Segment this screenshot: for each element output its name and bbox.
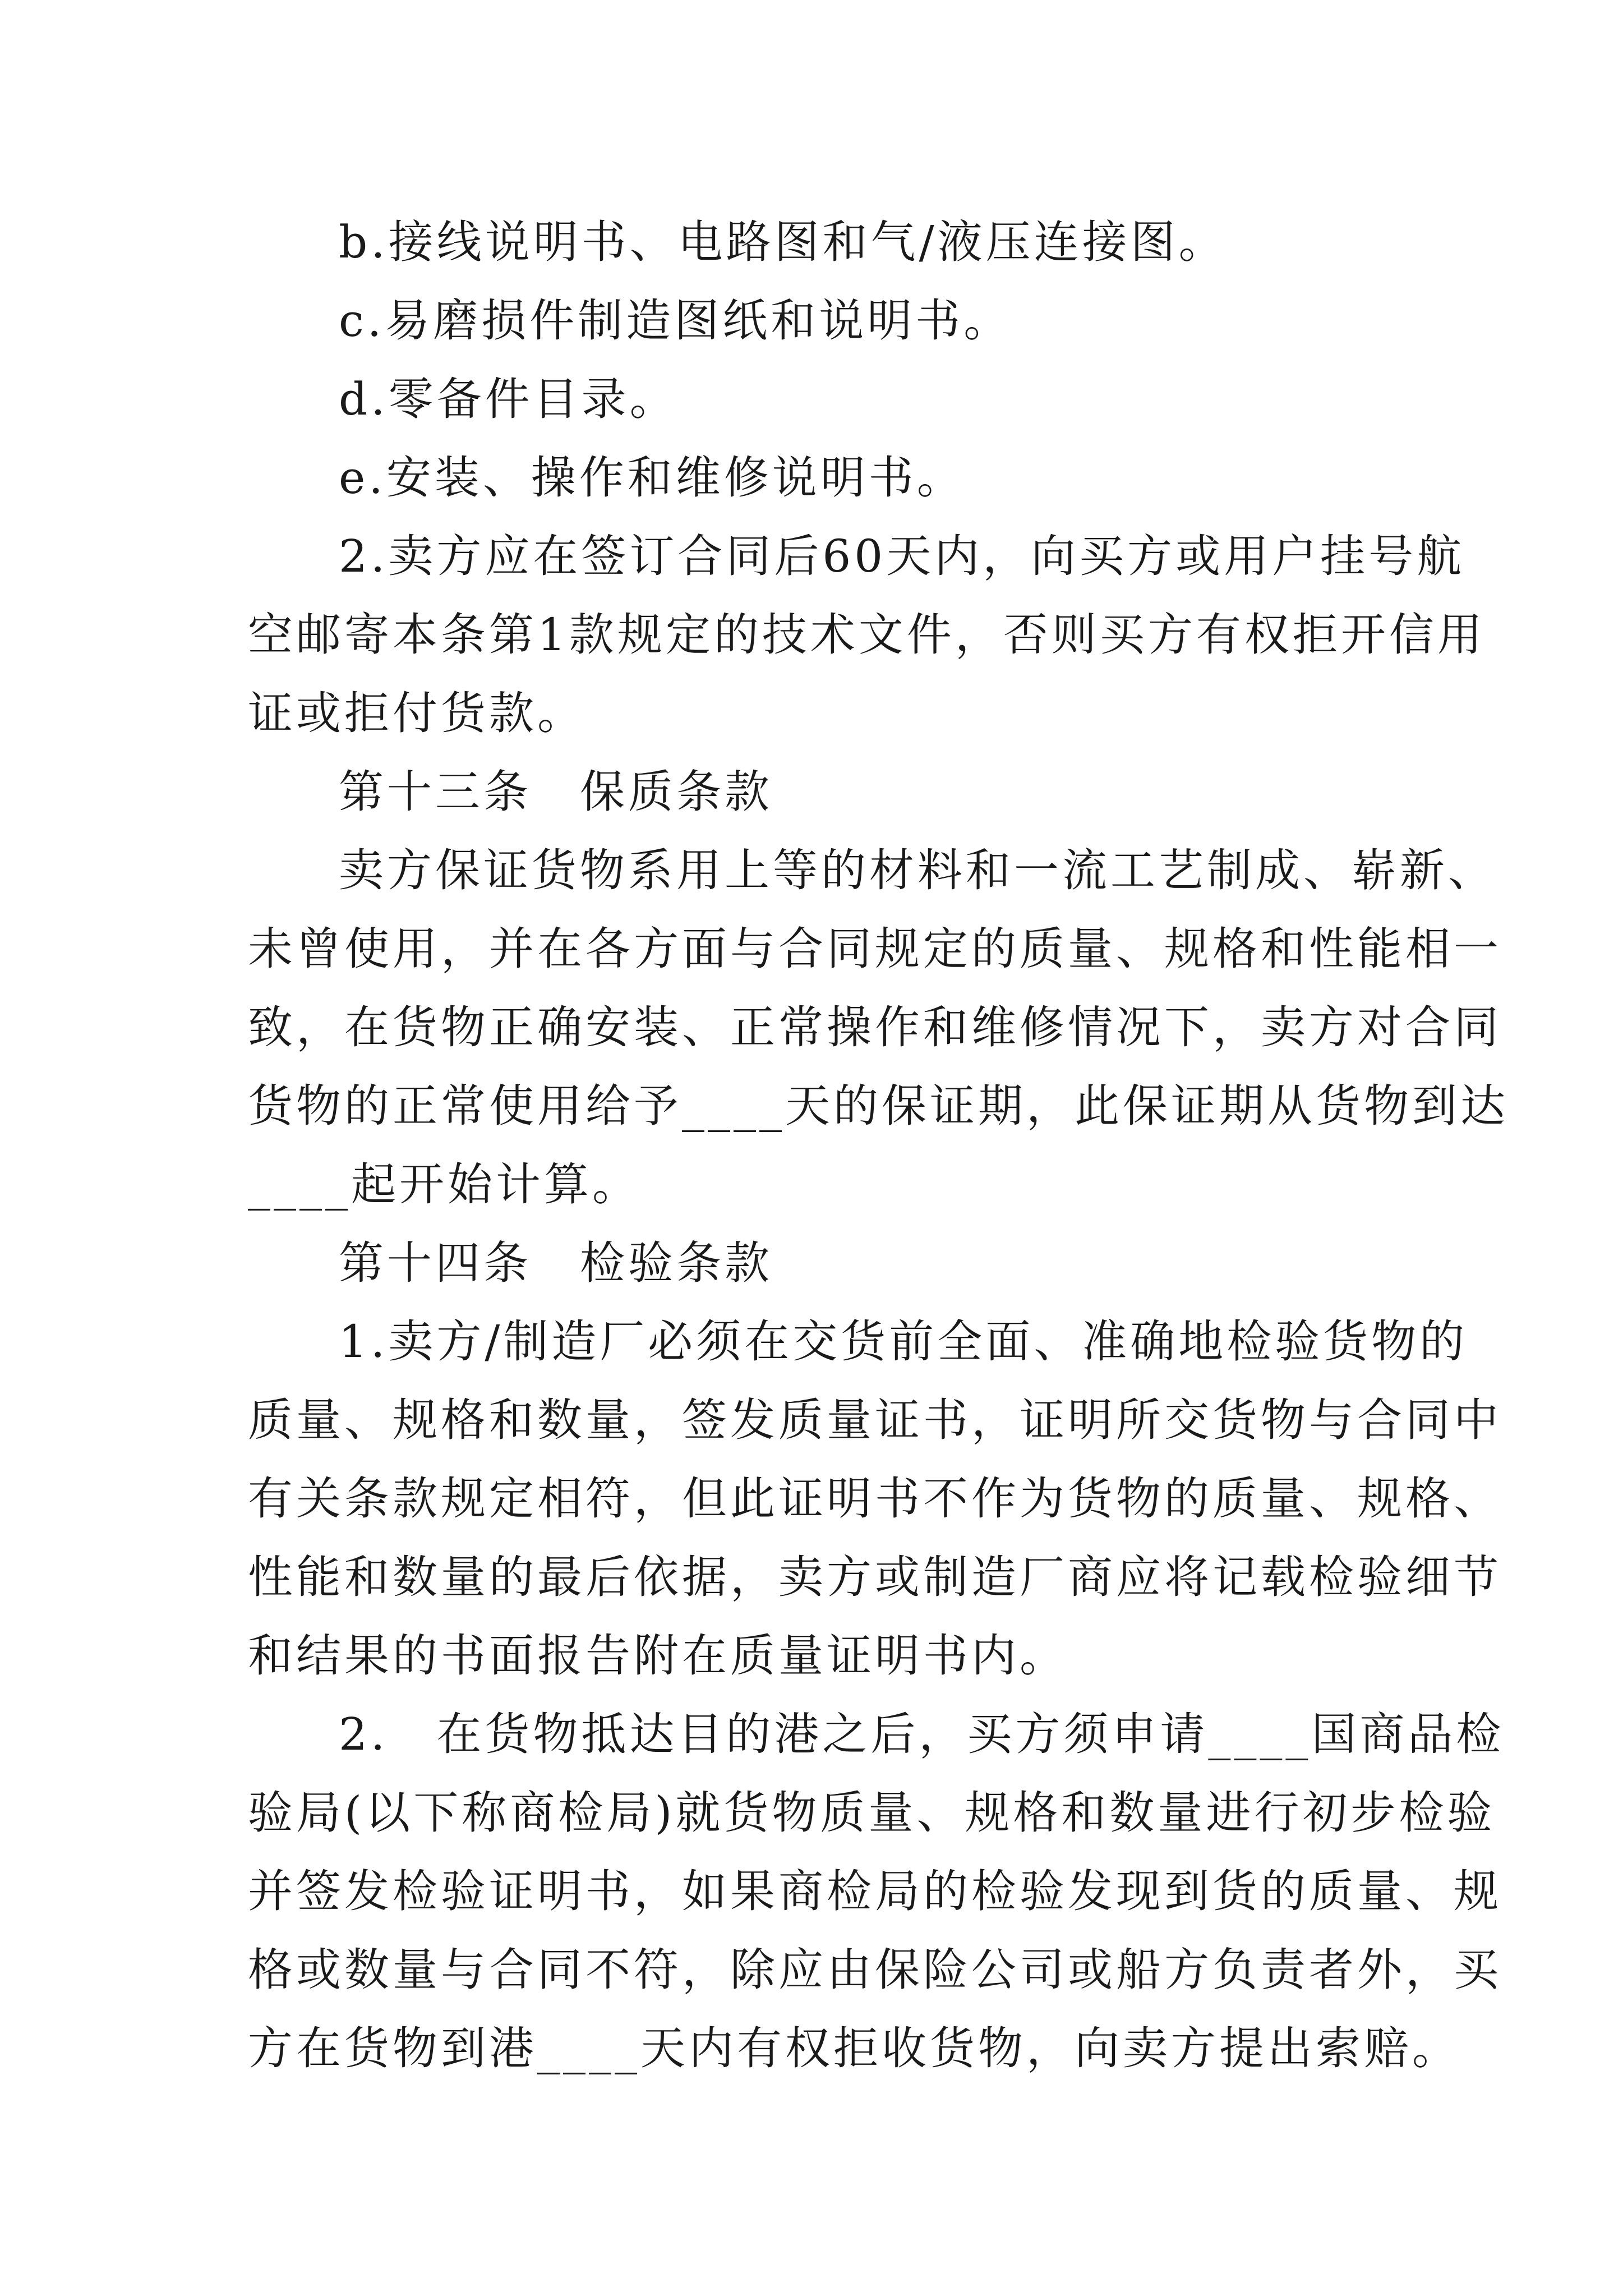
paragraph-line: 性能和数量的最后依据，卖方或制造厂商应将记载检验细节 (248, 1551, 1502, 1603)
paragraph-line: c.易磨损件制造图纸和说明书。 (339, 295, 1012, 347)
paragraph-line: 空邮寄本条第1款规定的技术文件，否则买方有权拒开信用 (248, 609, 1486, 661)
paragraph-line: 2. 在货物抵达目的港之后，买方须申请____国商品检 (339, 1708, 1505, 1760)
paragraph-line: d.零备件目录。 (339, 373, 678, 425)
paragraph-line: ____起开始计算。 (248, 1158, 640, 1211)
paragraph-line: 卖方保证货物系用上等的材料和一流工艺制成、崭新、 (339, 844, 1496, 896)
paragraph-line: 未曾使用，并在各方面与合同规定的质量、规格和性能相一 (248, 923, 1502, 975)
paragraph-line: 致，在货物正确安装、正常操作和维修情况下，卖方对合同 (248, 1001, 1502, 1053)
paragraph-line: e.安装、操作和维修说明书。 (339, 452, 965, 504)
paragraph-line: 有关条款规定相符，但此证明书不作为货物的质量、规格、 (248, 1473, 1502, 1525)
paragraph-line: 验局(以下称商检局)就货物质量、规格和数量进行初步检验 (248, 1787, 1496, 1839)
paragraph-line: 1.卖方/制造厂必须在交货前全面、准确地检验货物的 (339, 1315, 1468, 1368)
paragraph-line: 货物的正常使用给予____天的保证期，此保证期从货物到达 (248, 1080, 1509, 1132)
paragraph-line: 2.卖方应在签订合同后60天内，向买方或用户挂号航 (339, 530, 1465, 582)
paragraph-line: 和结果的书面报告附在质量证明书内。 (248, 1630, 1068, 1682)
section-heading-14: 第十四条 检验条款 (339, 1237, 773, 1289)
paragraph-line: b.接线说明书、电路图和气/液压连接图。 (339, 216, 1227, 268)
paragraph-line: 质量、规格和数量，签发质量证书，证明所交货物与合同中 (248, 1394, 1502, 1446)
section-heading-13: 第十三条 保质条款 (339, 766, 773, 818)
paragraph-line: 格或数量与合同不符，除应由保险公司或船方负责者外，买 (248, 1944, 1502, 1996)
paragraph-line: 并签发检验证明书，如果商检局的检验发现到货的质量、规 (248, 1865, 1502, 1917)
paragraph-line: 方在货物到港____天内有权拒收货物，向卖方提出索赔。 (248, 2022, 1460, 2074)
paragraph-line: 证或拒付货款。 (248, 687, 585, 739)
